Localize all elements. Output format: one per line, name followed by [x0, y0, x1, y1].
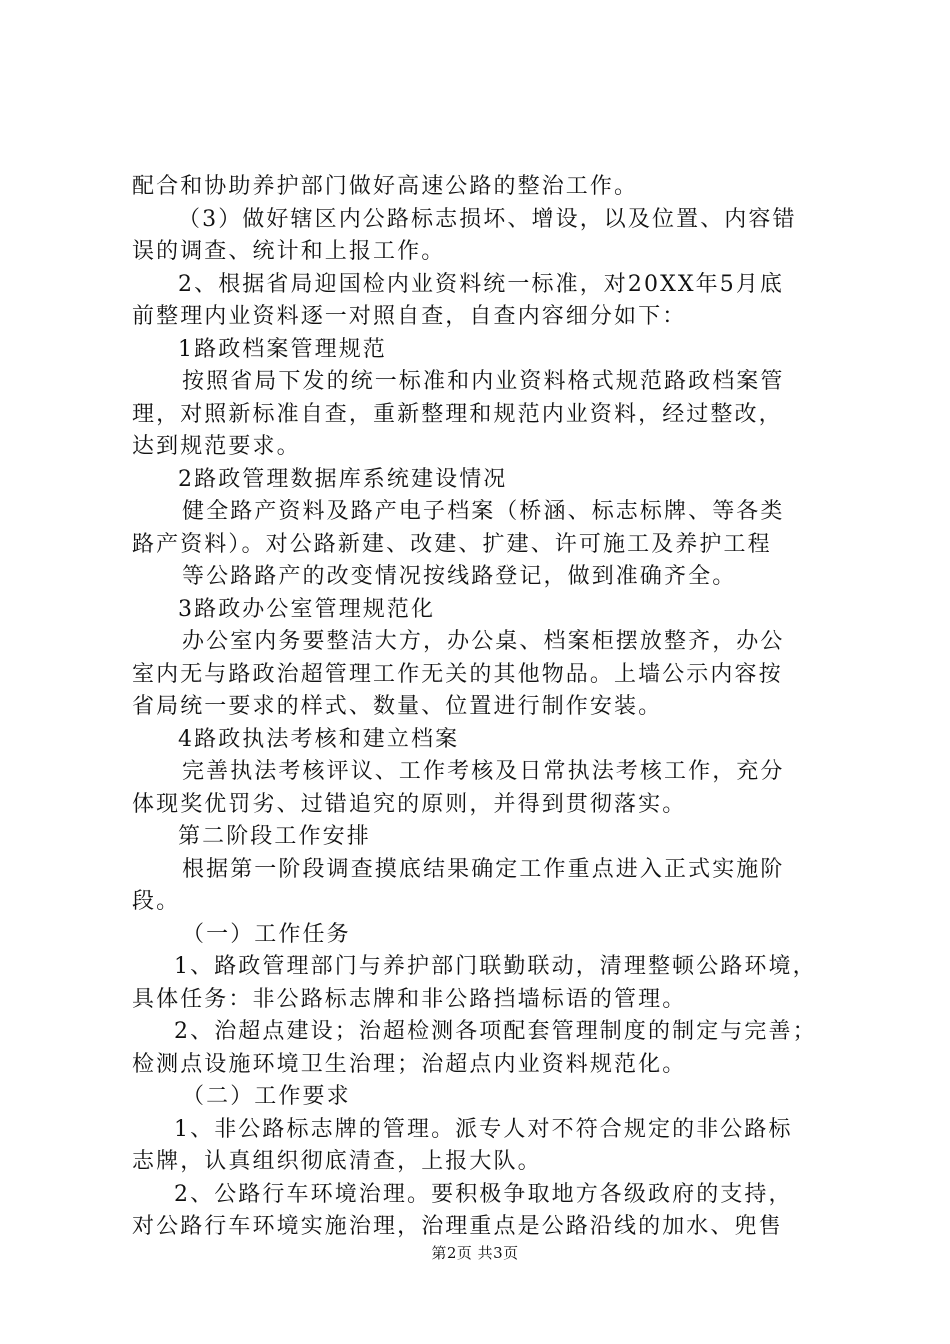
paragraph-line: 误的调查、统计和上报工作。 — [132, 239, 446, 264]
section-heading: 第二阶段工作安排 — [178, 824, 371, 849]
paragraph-line: 2、公路行车环境治理。要积极争取地方各级政府的支持， — [174, 1181, 793, 1207]
paragraph-line: 理，对照新标准自查，重新整理和规范内业资料，经过整改， — [132, 401, 783, 427]
document-body — [132, 171, 832, 1244]
paragraph-line: 等公路路产的改变情况按线路登记，做到准确齐全。 — [182, 564, 737, 589]
paragraph-line: 办公室内务要整洁大方，办公桌、档案柜摆放整齐，办公 — [182, 629, 785, 654]
paragraph-line: 段。 — [132, 889, 181, 914]
section-heading: 3路政办公室管理规范化 — [178, 596, 436, 622]
section-heading: 4路政执法考核和建立档案 — [178, 726, 460, 752]
paragraph-line: 2、根据省局迎国检内业资料统一标准，对20XX年5月底 — [178, 271, 785, 297]
paragraph-line: 志牌，认真组织彻底清查，上报大队。 — [132, 1149, 542, 1174]
page-number-footer: 第2页 共3页 — [431, 1244, 519, 1262]
paragraph-line: 体现奖优罚劣、过错追究的原则，并得到贯彻落实。 — [132, 791, 687, 817]
paragraph-line: 按照省局下发的统一标准和内业资料格式规范路政档案管 — [182, 369, 785, 394]
paragraph-line: 完善执法考核评议、工作考核及日常执法考核工作，充分 — [182, 759, 785, 784]
section-heading: 2路政管理数据库系统建设情况 — [178, 466, 508, 492]
paragraph-line: 2、治超点建设；治超检测各项配套管理制度的制定与完善； — [174, 1019, 817, 1044]
paragraph-line: 前整理内业资料逐一对照自查，自查内容细分如下： — [132, 304, 687, 329]
paragraph-line: 配合和协助养护部门做好高速公路的整治工作。 — [132, 174, 639, 199]
paragraph-line: （3）做好辖区内公路标志损坏、增设，以及位置、内容错 — [178, 206, 797, 232]
paragraph-line: 室内无与路政治超管理工作无关的其他物品。上墙公示内容按 — [132, 661, 783, 687]
paragraph-line: 健全路产资料及路产电子档案（桥涵、标志标牌、等各类 — [182, 499, 785, 524]
paragraph-line: 省局统一要求的样式、数量、位置进行制作安装。 — [132, 694, 663, 719]
section-heading: （二）工作要求 — [182, 1084, 351, 1109]
paragraph-line: 达到规范要求。 — [132, 434, 301, 459]
paragraph-line: 对公路行车环境实施治理，治理重点是公路沿线的加水、兜售 — [132, 1214, 783, 1239]
paragraph-line: 1、路政管理部门与养护部门联勤联动，清理整顿公路环境， — [174, 954, 817, 979]
paragraph-line: 根据第一阶段调查摸底结果确定工作重点进入正式实施阶 — [182, 856, 785, 882]
section-heading: （一）工作任务 — [182, 921, 351, 947]
paragraph-line: 路产资料）。对公路新建、改建、扩建、许可施工及养护工程 — [132, 531, 772, 557]
paragraph-line: 1、非公路标志牌的管理。派专人对不符合规定的非公路标 — [174, 1116, 793, 1142]
paragraph-line: 具体任务：非公路标志牌和非公路挡墙标语的管理。 — [132, 986, 687, 1012]
paragraph-line: 检测点设施环境卫生治理；治超点内业资料规范化。 — [132, 1051, 687, 1077]
section-heading: 1路政档案管理规范 — [178, 336, 387, 362]
